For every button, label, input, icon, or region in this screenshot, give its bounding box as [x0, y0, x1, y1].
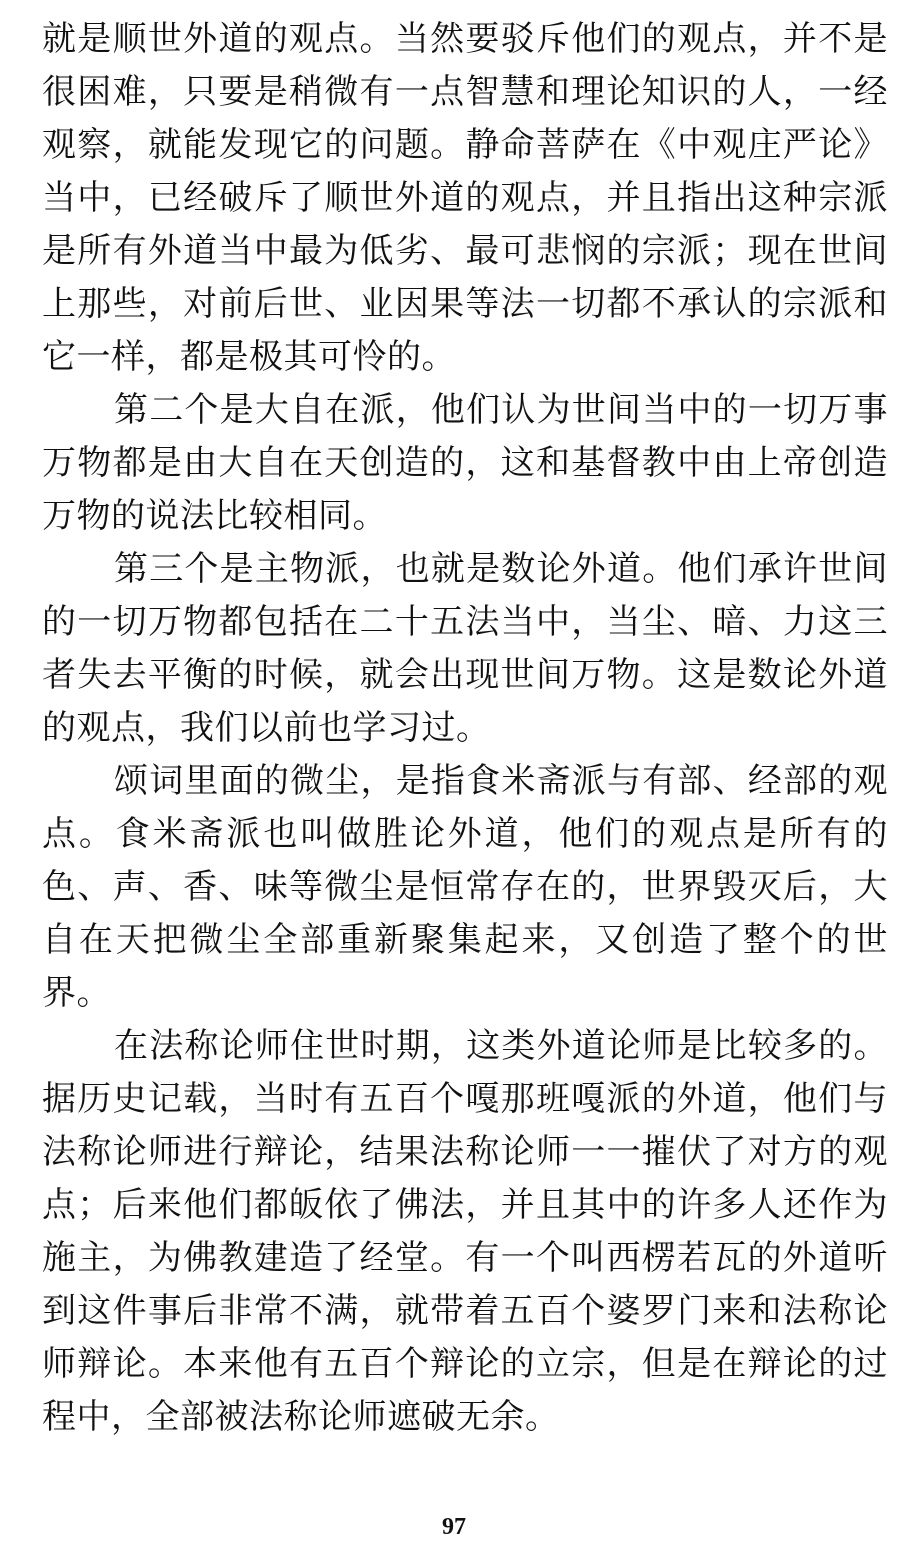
paragraph: 就是顺世外道的观点。当然要驳斥他们的观点，并不是很困难，只要是稍微有一点智慧和理论知识的人，一经观察，就能发现它的问题。静命菩萨在《中观庄严论》当中，已经破斥了顺世外道的观点，并且指出这种宗派是所有外道当中最为低劣、最可悲悯的宗派；现在世间上那些，对前后世、业因果等法一切都不承认的宗派和它一样，都是极其可怜的。 [42, 19, 888, 377]
paragraph: 在法称论师住世时期，这类外道论师是比较多的。据历史记载，当时有五百个嘎那班嘎派的外道，他们与法称论师进行辩论，结果法称论师一一摧伏了对方的观点；后来他们都皈依了佛法，并且其中的许多人还作为施主，为佛教建造了经堂。有一个叫西楞若瓦的外道听到这件事后非常不满，就带着五百个婆罗门来和法称论师辩论。本来他有五百个辩论的立宗，但是在辩论的过程中，全部被法称论师遮破无余。 [42, 1026, 888, 1437]
paragraph: 第二个是大自在派，他们认为世间当中的一切万事万物都是由大自在天创造的，这和基督教中由上帝创造万物的说法比较相同。 [42, 390, 888, 536]
paragraph: 颂词里面的微尘，是指食米斋派与有部、经部的观点。食米斋派也叫做胜论外道，他们的观点是所有的色、声、香、味等微尘是恒常存在的，世界毁灭后，大自在天把微尘全部重新聚集起来，又创造了整个的世界。 [42, 761, 888, 1013]
page-number: 97 [442, 1514, 466, 1540]
paragraph: 第三个是主物派，也就是数论外道。他们承许世间的一切万物都包括在二十五法当中，当尘、暗、力这三者失去平衡的时候，就会出现世间万物。这是数论外道的观点，我们以前也学习过。 [42, 549, 888, 748]
body-text [42, 13, 888, 1444]
